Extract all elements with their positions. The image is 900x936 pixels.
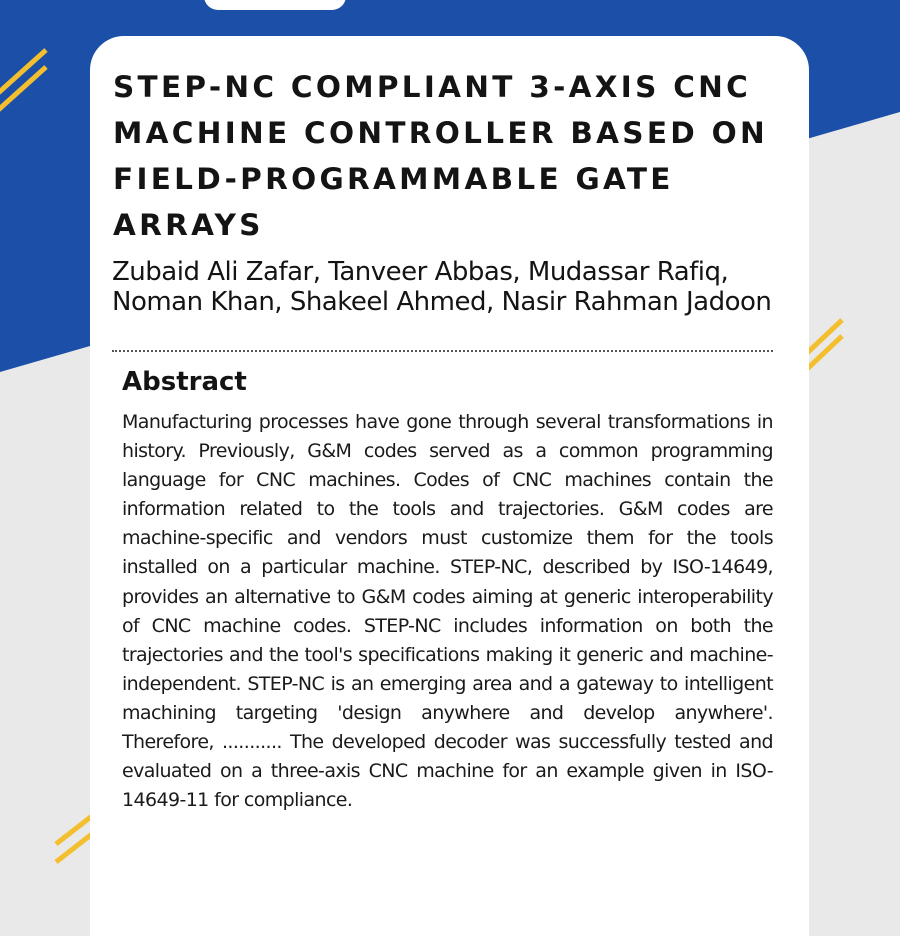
- author-list: Zubaid Ali Zafar, Tanveer Abbas, Mudassar Rafiq, Noman Khan, Shakeel Ahmed, Nasir Rahman Jadoon: [112, 257, 772, 317]
- dotted-divider: [112, 350, 773, 352]
- yellow-stripes-icon: [800, 312, 860, 382]
- abstract-heading: Abstract: [122, 367, 247, 397]
- yellow-stripes-icon: [0, 40, 60, 120]
- abstract-text: Manufacturing processes have gone through several transformations in history. Previously, G&M codes served as a common programming language for CNC machines. Codes of CNC machines contain the information related to the tools and trajectories. G&M codes are machine-specific and vendors must customize them for the tools installed on a particular machine. STEP-NC, described by ISO-14649, provides an alternative to G&M codes aiming at generic interoperability of CNC machine codes. STEP-NC includes information on both the trajectories and the tool's specifications making it generic and machine-independent. STEP-NC is an emerging area and a gateway to intelligent machining targeting 'design anywhere and develop anywhere'. Therefore, ........... The developed decoder was successfully tested and evaluated on a three-axis CNC machine for an example given in ISO-14649-11 for compliance.: [122, 411, 773, 812]
- top-tab-decoration: [204, 0, 346, 10]
- poster-title: STEP-NC COMPLIANT 3-AXIS CNC MACHINE CONTROLLER BASED ON FIELD-PROGRAMMABLE GATE ARRAYS: [113, 70, 769, 242]
